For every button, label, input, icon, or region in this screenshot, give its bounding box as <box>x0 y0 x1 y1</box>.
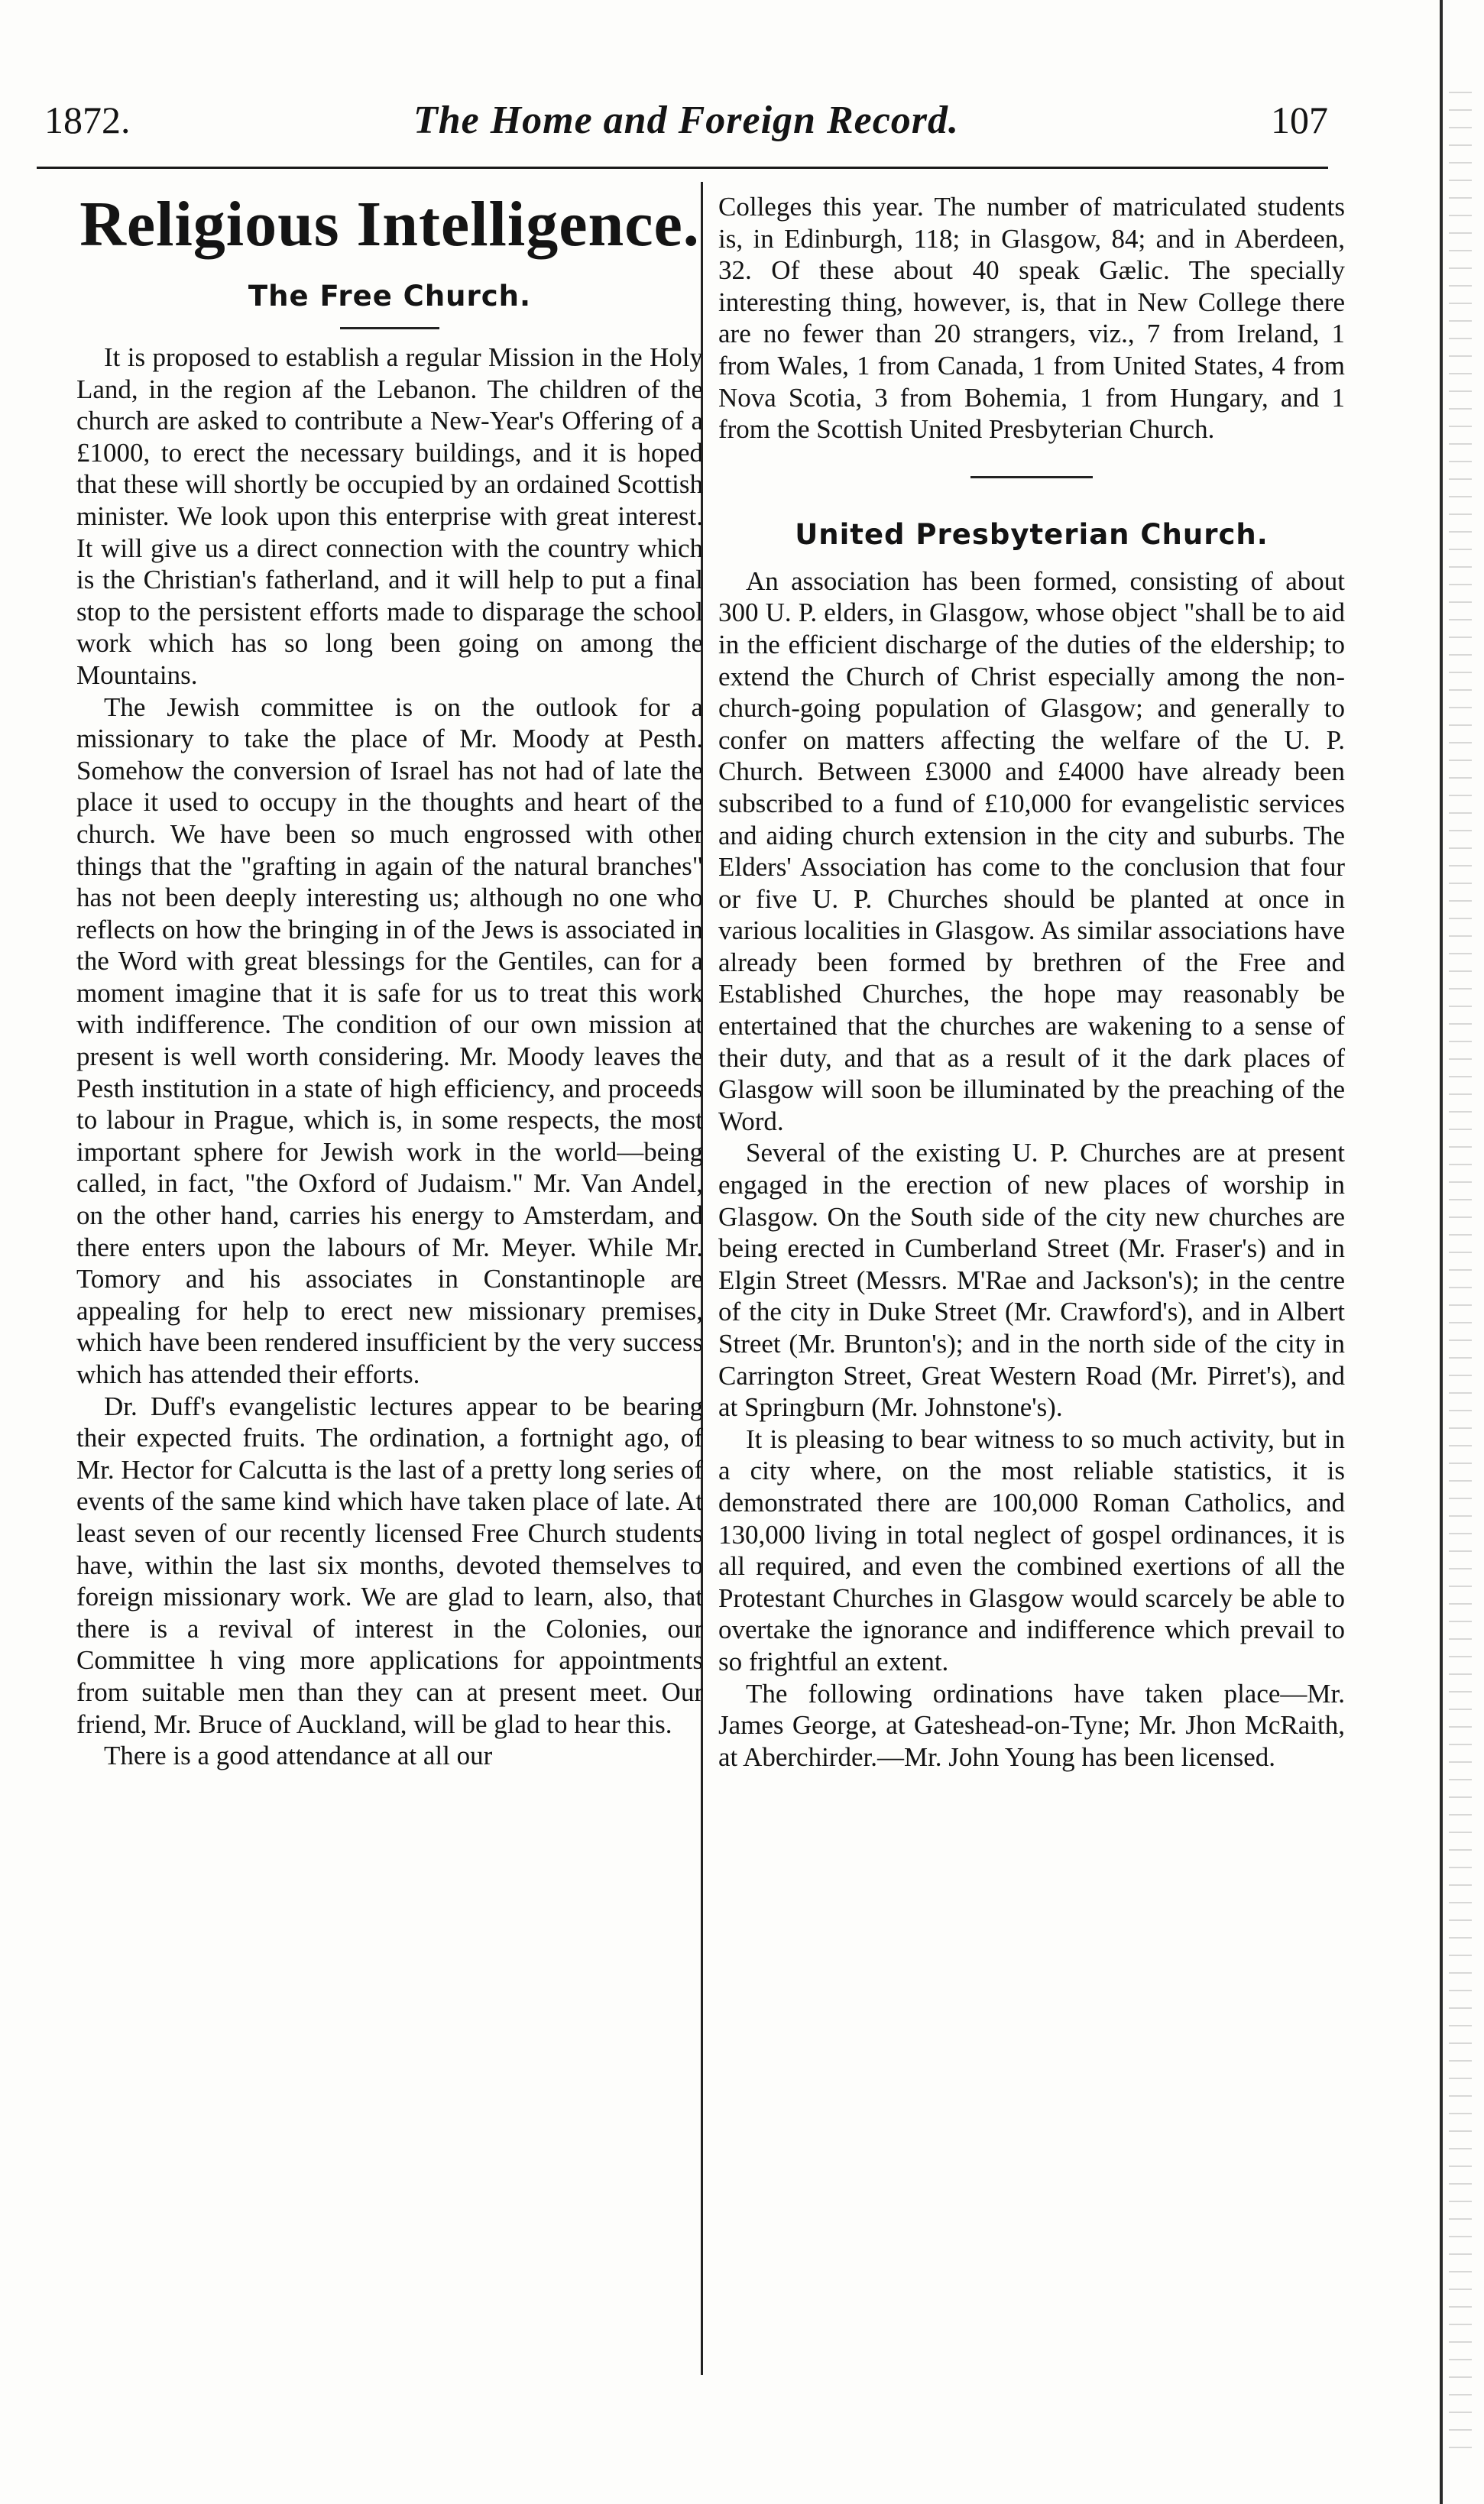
up-paragraph-1: An association has been formed, consisting of about 300 U. P. elders, in Glasgow, whose object "shall be to aid in the efficient discharge of the duties of the eldership; to extend the Church of Christ especially among the non-church-going population of Glasgow; and generally to confer on matters affecting the welfare of the U. P. Church. Between £3000 and £4000 have already been subscribed to a fund of £10,000 for evangelistic services and aiding church extension in the city and suburbs. The Elders' Association has come to the conclusion that four or five U. P. Churches should be planted at once in various localities in Glasgow. As similar associations have already been formed by brethren of the Free and Established Churches, the hope may reasonably be entertained that the churches are wakening to a sense of their duty, and that as a result of it the dark places of Glasgow will soon be illuminated by the preaching of the Word. <box>718 565 1345 1136</box>
heading-rule <box>340 327 439 329</box>
section-masthead: Religious Intelligence. <box>79 189 700 260</box>
up-paragraph-4: The following ordinations have taken place—Mr. James George, at Gateshead-on-Tyne; Mr. Jhon McRaith, at Aberchirder.—Mr. John Young has been licensed. <box>718 1678 1345 1772</box>
header-year: 1872. <box>44 99 131 141</box>
right-column <box>718 182 1345 1773</box>
up-paragraph-2: Several of the existing U. P. Churches are at present engaged in the erection of new places of worship in Glasgow. On the South side of the city new churches are being erected in Cumberland Street (Mr. Fraser's) and in Elgin Street (Messrs. M'Rae and Jackson's); in the centre of the city in Duke Street (Mr. Crawford's), and in Albert Street (Mr. Brunton's); and in the north side of the city in Carrington Street, Great Western Road (Mr. Pirret's), and at Springburn (Mr. Johnstone's). <box>718 1138 1345 1423</box>
free-church-paragraph-3: Dr. Duff's evangelistic lectures appear to be bearing their expected fruits. The ordination, a fortnight ago, of Mr. Hector for Calcutta is the last of a pretty long series of events of the same kind which have taken place of late. At least seven of our recently licensed Free Church students have, within the last six months, devoted themselves to foreign missionary work. We are glad to learn, also, that there is a revival of interest in the Colonies, our Committee h ving more applications for appointments from suitable men than they can at present meet. Our friend, Mr. Bruce of Auckland, will be glad to hear this. <box>76 1391 703 1739</box>
free-church-heading: The Free Church. <box>248 280 532 313</box>
running-header <box>44 98 1328 162</box>
left-column <box>76 182 703 1772</box>
free-church-paragraph-4: There is a good attendance at all our <box>104 1741 493 1771</box>
header-page-number: 107 <box>1271 99 1328 141</box>
united-presbyterian-heading: United Presbyterian Church. <box>795 517 1269 551</box>
up-paragraph-3: It is pleasing to bear witness to so much activity, but in a city where, on the most reliable statistics, it is demonstrated there are 100,000 Roman Catholics, and 130,000 living in total neglect of gospel ordinances, it is all required, and even the combined exertions of all the Protestant Churches in Glasgow would scarcely be able to overtake the ignorance and indifference which prevail to so frightful an extent. <box>718 1424 1345 1676</box>
section-separator-rule <box>970 476 1093 478</box>
free-church-continuation: Colleges this year. The number of matriculated students is, in Edinburgh, 118; in Glasgow, 84; and in Aberdeen, 32. Of these about 40 speak Gælic. The specially interesting thing, however, is, that in New College there are no fewer than 20 strangers, viz., 7 from Ireland, 1 from Wales, 1 from Canada, 1 from United States, 4 from Nova Scotia, 3 from Bohemia, 1 from Hungary, and 1 from the Scottish United Presbyterian Church. <box>718 192 1345 445</box>
page-edge-rule <box>1440 0 1443 2504</box>
header-title: The Home and Foreign Record. <box>413 99 960 142</box>
header-rule <box>37 167 1328 169</box>
free-church-paragraph-2: The Jewish committee is on the outlook for a missionary to take the place of Mr. Moody at Pesth. Somehow the conversion of Israel has not had of late the place it used to occupy in the thoughts and heart of the church. We have been so much engrossed with other things that the "grafting in again of the natural branches" has not been deeply interesting us; although no one who reflects on how the bringing in of the Jews is associated in the Word with great blessings for the Gentiles, can for a moment imagine that it is safe for us to treat this work with indifference. The condition of our own mission at present is well worth considering. Mr. Moody leaves the Pesth institution in a state of high efficiency, and proceeds to labour in Prague, which is, in some respects, the most important sphere for Jewish work in the world—being called, in fact, "the Oxford of Judaism." Mr. Van Andel, on the other hand, carries his energy to Amsterdam, and there enters upon the labours of Mr. Meyer. While Mr. Tomory and his associates in Constantinople are appealing for help to erect new missionary premises, which have been rendered insufficient by the very success which has attended their efforts. <box>76 692 703 1389</box>
page-edge-scan-marks <box>1449 92 1472 2460</box>
free-church-paragraph-1: It is proposed to establish a regular Mission in the Holy Land, in the region af the Lebanon. The children of the church are asked to contribute a New-Year's Offering of a £1000, to erect the necessary buildings, and it is hoped that these will shortly be occupied by an ordained Scottish minister. We look upon this enterprise with great interest. It will give us a direct connection with the country which is the Christian's fatherland, and it will help to put a final stop to the persistent efforts made to disparage the school work which has so long been going on among the Mountains. <box>76 342 703 690</box>
